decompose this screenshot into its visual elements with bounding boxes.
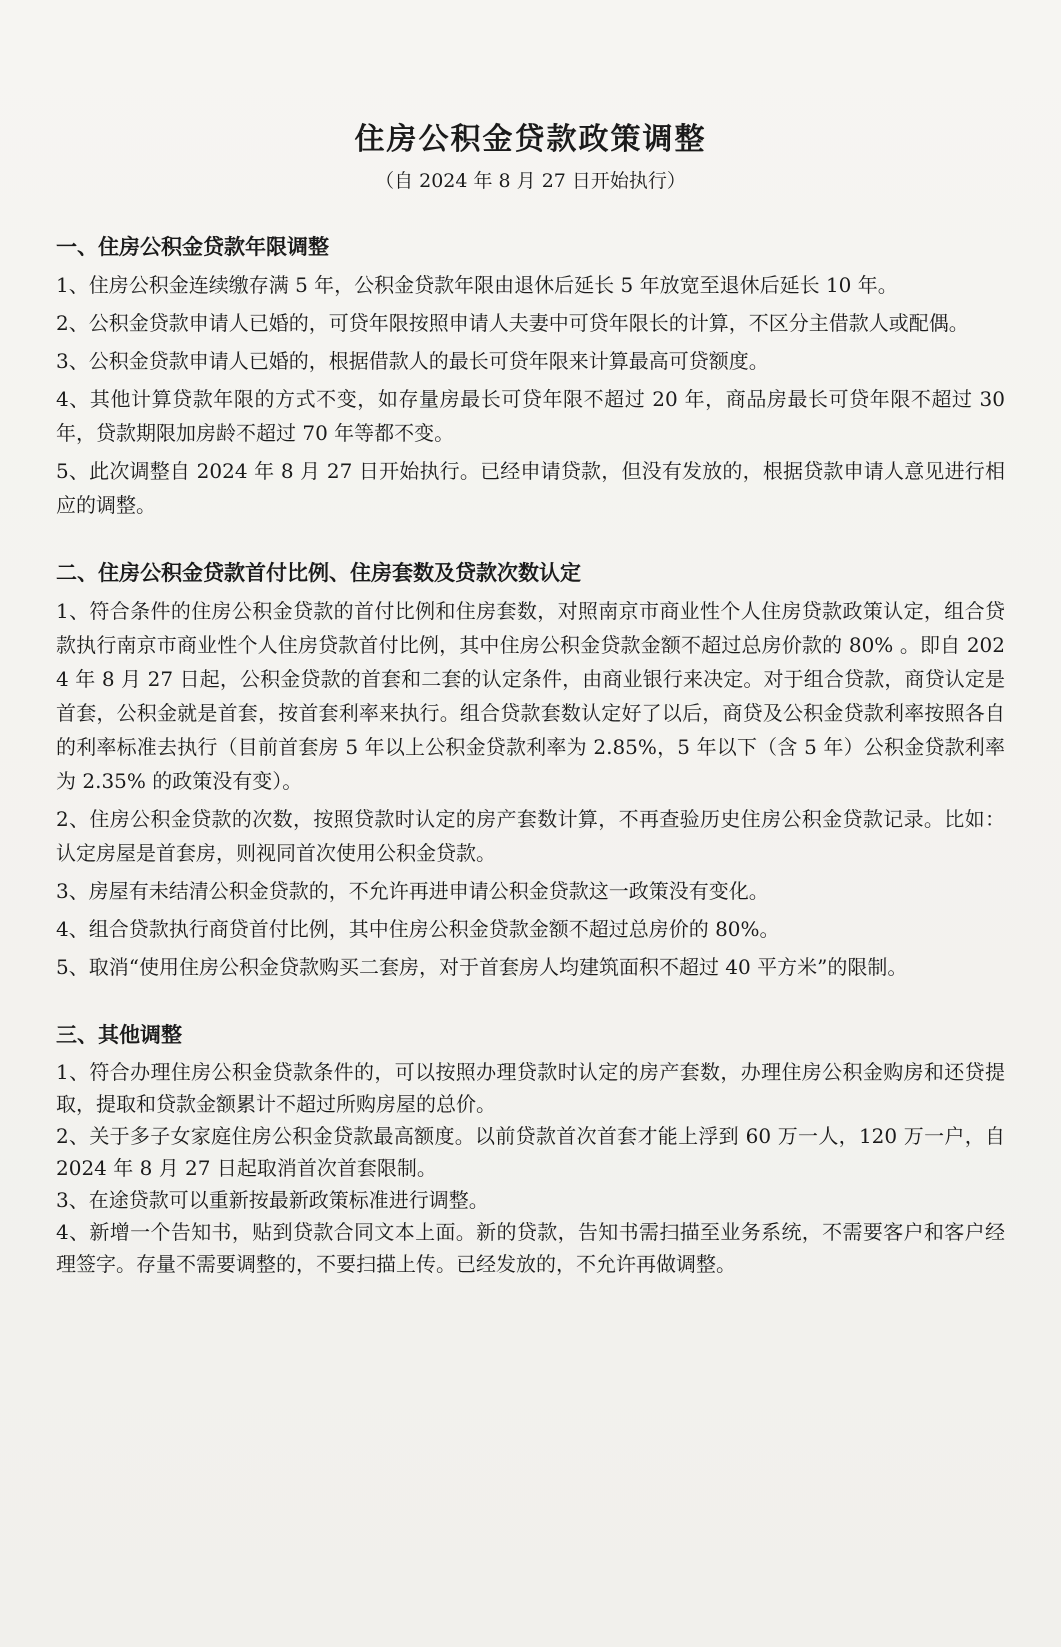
section-heading: 三、其他调整 <box>56 1023 182 1047</box>
paragraph: 1、符合条件的住房公积金贷款的首付比例和住房套数，对照南京市商业性个人住房贷款政策认定，组合贷款执行南京市商业性个人住房贷款首付比例，其中住房公积金贷款金额不超过总房价款的 80% 。即自 2024 年 8 月 27 日起，公积金贷款的首套和二套的认定条件，由商业银行来决定。对于组合贷款，商贷认定是首套，公积金就是首套，按首套利率来执行。组合贷款套数认定好了以后，商贷及公积金贷款利率按照各自的利率标准去执行（目前首套房 5 年以上公积金贷款利率为 2.85%，5 年以下（含 5 年）公积金贷款利率为 2.35% 的政策没有变）。 <box>56 599 1005 793</box>
document-title: 住房公积金贷款政策调整 <box>354 122 707 157</box>
section-heading: 一、住房公积金贷款年限调整 <box>56 235 329 259</box>
paragraph: 5、取消“使用住房公积金贷款购买二套房，对于首套房人均建筑面积不超过 40 平方米”的限制。 <box>56 955 908 979</box>
paragraph: 3、在途贷款可以重新按最新政策标准进行调整。 <box>56 1188 489 1212</box>
document-subtitle: （自 2024 年 8 月 27 日开始执行） <box>375 170 686 192</box>
paragraph: 3、公积金贷款申请人已婚的，根据借款人的最长可贷年限来计算最高可贷额度。 <box>56 349 769 373</box>
paragraph: 2、关于多子女家庭住房公积金贷款最高额度。以前贷款首次首套才能上浮到 60 万一人，120 万一户，自 2024 年 8 月 27 日起取消首次首套限制。 <box>56 1124 1005 1180</box>
paragraph: 2、公积金贷款申请人已婚的，可贷年限按照申请人夫妻中可贷年限长的计算，不区分主借款人或配偶。 <box>56 311 969 335</box>
paragraph: 5、此次调整自 2024 年 8 月 27 日开始执行。已经申请贷款，但没有发放的，根据贷款申请人意见进行相应的调整。 <box>56 459 1005 517</box>
section-other-adjustments <box>56 1018 1005 1280</box>
paragraph: 4、组合贷款执行商贷首付比例，其中住房公积金贷款金额不超过总房价的 80%。 <box>56 917 780 941</box>
section-loan-term <box>56 230 1005 522</box>
paragraph: 1、符合办理住房公积金贷款条件的，可以按照办理贷款时认定的房产套数，办理住房公积金购房和还贷提取，提取和贷款金额累计不超过所购房屋的总价。 <box>56 1060 1005 1116</box>
paragraph: 4、新增一个告知书，贴到贷款合同文本上面。新的贷款，告知书需扫描至业务系统，不需要客户和客户经理签字。存量不需要调整的，不要扫描上传。已经发放的，不允许再做调整。 <box>56 1220 1005 1276</box>
section-heading: 二、住房公积金贷款首付比例、住房套数及贷款次数认定 <box>56 561 581 585</box>
paragraph: 2、住房公积金贷款的次数，按照贷款时认定的房产套数计算，不再查验历史住房公积金贷款记录。比如：认定房屋是首套房，则视同首次使用公积金贷款。 <box>56 807 1005 865</box>
section-down-payment <box>56 556 1005 984</box>
paragraph: 4、其他计算贷款年限的方式不变，如存量房最长可贷年限不超过 20 年，商品房最长可贷年限不超过 30 年，贷款期限加房龄不超过 70 年等都不变。 <box>56 387 1005 445</box>
paragraph: 3、房屋有未结清公积金贷款的，不允许再进申请公积金贷款这一政策没有变化。 <box>56 879 769 903</box>
paragraph: 1、住房公积金连续缴存满 5 年，公积金贷款年限由退休后延长 5 年放宽至退休后延长 10 年。 <box>56 273 898 297</box>
